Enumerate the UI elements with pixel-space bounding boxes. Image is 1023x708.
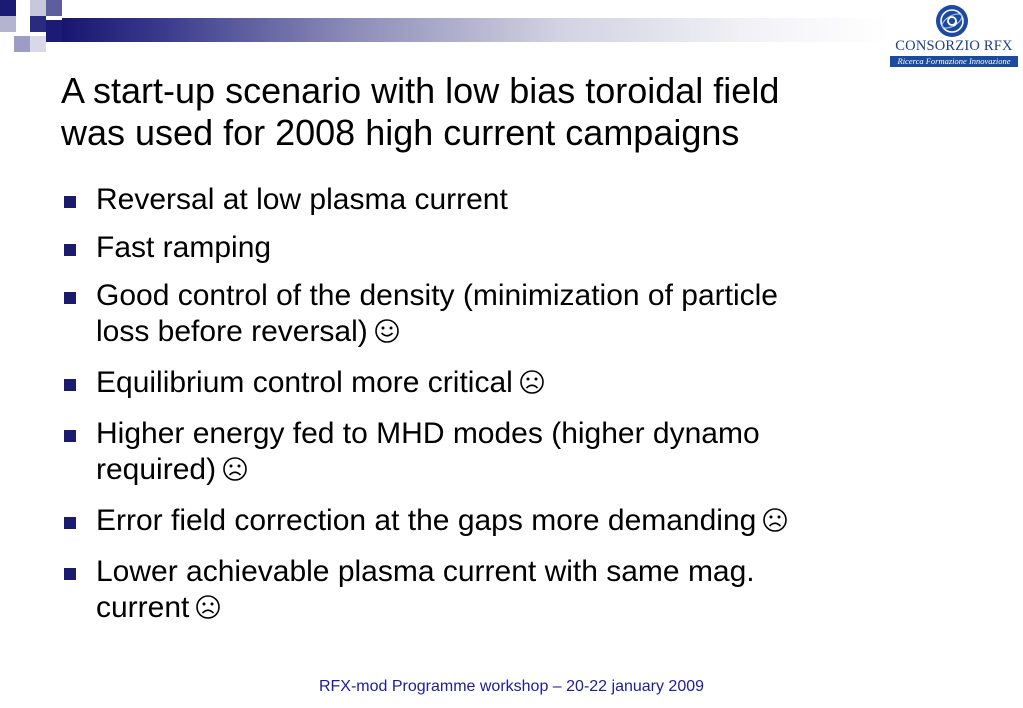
bullet-square-icon (64, 568, 76, 580)
bullet-text-line (96, 365, 1000, 404)
bullet-item (60, 182, 1000, 218)
slide-footer: RFX-mod Programme workshop – 20-22 january 2009 (318, 678, 705, 695)
decor-square (30, 0, 46, 16)
bullet-square-icon (64, 196, 76, 208)
decor-square (0, 0, 16, 16)
bullet-text: Equilibrium control more critical (96, 366, 513, 399)
decor-square (46, 20, 62, 42)
decor-square (0, 16, 16, 32)
frown-icon (762, 506, 788, 542)
bullet-text-line: Fast ramping (96, 231, 272, 264)
decor-square (16, 0, 30, 14)
decor-square (30, 36, 46, 52)
bullet-item (60, 230, 1000, 266)
bullet-item (60, 503, 1000, 542)
frown-icon (195, 593, 221, 629)
slide-title-line: A start-up scenario with low bias toroidal field (61, 70, 780, 111)
bullet-item (60, 278, 1000, 353)
bullet-text-line (96, 590, 1000, 629)
header-gradient-band (62, 18, 890, 42)
logo-tagline: Ricerca Formazione Innovazione (890, 56, 1018, 67)
bullet-text-line: Lower achievable plasma current with same mag. (96, 555, 755, 588)
bullet-text: loss before reversal) (96, 315, 368, 348)
bullet-text-line: Higher energy fed to MHD modes (higher dynamo (96, 417, 760, 450)
decor-square (46, 0, 62, 16)
decor-square (14, 36, 30, 52)
bullet-item (60, 416, 1000, 491)
bullet-text-line (96, 314, 1000, 353)
smiley-icon (374, 317, 400, 353)
bullet-item (60, 554, 1000, 629)
bullet-text: required) (96, 453, 217, 486)
bullet-text-line (96, 503, 1000, 542)
bullet-square-icon (64, 379, 76, 391)
decor-square (16, 16, 30, 32)
logo-emblem-icon (935, 4, 969, 38)
bullet-square-icon (64, 244, 76, 256)
bullet-list (60, 182, 1000, 641)
bullet-text: current (96, 591, 190, 624)
frown-icon (519, 368, 545, 404)
header-bar (0, 0, 1023, 52)
logo-name: CONSORZIO RFX (895, 38, 1013, 54)
bullet-item (60, 365, 1000, 404)
bullet-square-icon (64, 292, 76, 304)
bullet-text-line (96, 452, 1000, 491)
slide-title-line: was used for 2008 high current campaigns (61, 112, 740, 153)
bullet-text-line: Good control of the density (minimization of particle (96, 279, 778, 312)
consorzio-rfx-logo (888, 2, 1020, 68)
bullet-square-icon (64, 430, 76, 442)
frown-icon (222, 455, 248, 491)
bullet-text: Error field correction at the gaps more demanding (96, 504, 757, 537)
slide-title (61, 70, 961, 154)
bullet-text-line: Reversal at low plasma current (96, 183, 508, 216)
decor-square (30, 16, 46, 32)
bullet-square-icon (64, 517, 76, 529)
